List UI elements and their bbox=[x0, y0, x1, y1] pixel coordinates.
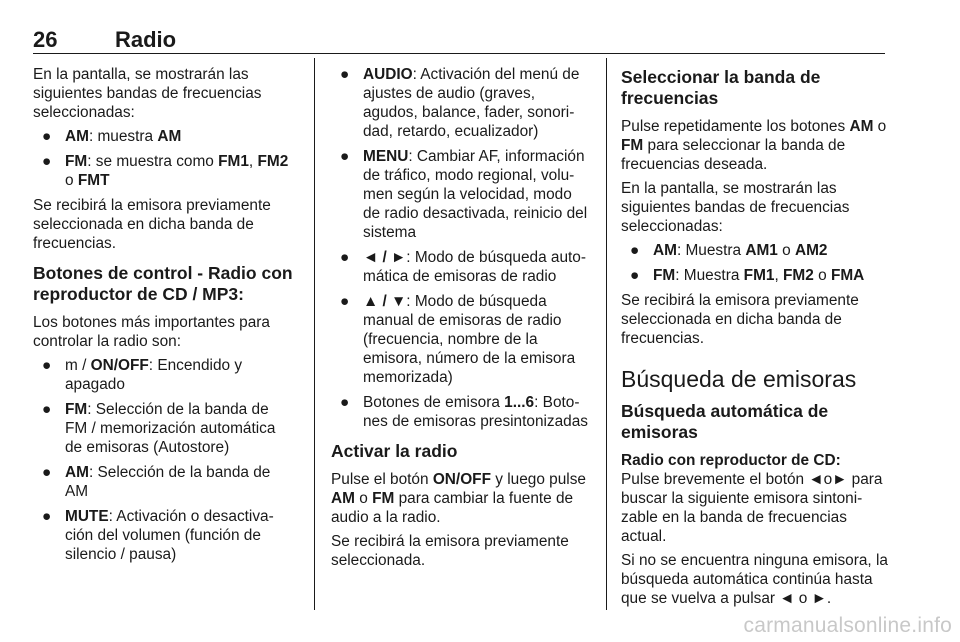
bullet-icon: ● bbox=[340, 66, 350, 83]
bullet-icon: ● bbox=[42, 153, 52, 170]
list-item: ● AUDIO: Activación del menú de ajustes de audio (graves, agudos, balance, fader, sonori-dad, retardo, ecualizador) bbox=[340, 66, 580, 140]
column-divider bbox=[606, 58, 607, 610]
bullet-icon: ● bbox=[42, 464, 52, 481]
paragraph: Pulse repetidamente los botones AM o FM para seleccionar la banda de frecuencias deseada. bbox=[621, 118, 887, 173]
watermark: carmanualsonline.info bbox=[743, 614, 952, 637]
left-right-arrows-icon: ◄ / ► bbox=[363, 249, 407, 266]
section-heading: Búsqueda automática de emisoras bbox=[621, 401, 829, 442]
power-icon: m bbox=[65, 357, 78, 374]
page-header bbox=[33, 27, 885, 54]
page-title: Radio bbox=[115, 27, 177, 52]
list-item: ● MUTE: Activación o desactiva-ción del volumen (función de silencio / pausa) bbox=[42, 508, 274, 563]
bullet-icon: ● bbox=[630, 267, 640, 284]
paragraph: Se recibirá la emisora previamente seleccionada en dicha banda de frecuencias. bbox=[621, 292, 859, 347]
paragraph: En la pantalla, se mostrarán las siguientes bandas de frecuencias seleccionadas: bbox=[33, 66, 262, 121]
bullet-icon: ● bbox=[340, 148, 350, 165]
paragraph: Pulse brevemente el botón ◄o► para buscar la siguiente emisora sintoni-zable en la banda de frecuencias actual. bbox=[621, 471, 883, 545]
list-item: ● FM: se muestra como FM1, FM2 o FMT bbox=[42, 153, 289, 189]
paragraph: Los botones más importantes para controlar la radio son: bbox=[33, 314, 270, 350]
paragraph: Si no se encuentra ninguna emisora, la búsqueda automática continúa hasta que se vuelva a pulsar ◄ o ►. bbox=[621, 552, 888, 607]
page-number: 26 bbox=[33, 27, 58, 52]
bullet-icon: ● bbox=[340, 249, 350, 266]
section-heading: Botones de control - Radio con reproductor de CD / MP3: bbox=[33, 263, 293, 304]
list-item: ● AM: Selección de la banda de AM bbox=[42, 464, 271, 500]
list-item: ● Botones de emisora 1...6: Boto-nes de emisoras presintonizadas bbox=[340, 394, 588, 430]
column-1 bbox=[33, 65, 295, 570]
paragraph: Pulse el botón ON/OFF y luego pulse AM o FM para cambiar la fuente de audio a la radio. bbox=[331, 471, 586, 526]
subsection-heading: Radio con reproductor de CD: bbox=[621, 452, 841, 469]
bullet-icon: ● bbox=[340, 394, 350, 411]
list-item: ● AM: muestra AM bbox=[42, 128, 182, 145]
bullet-icon: ● bbox=[630, 242, 640, 259]
bullet-icon: ● bbox=[42, 128, 52, 145]
list-item: ● ▲ / ▼: Modo de búsqueda manual de emisoras de radio (frecuencia, nombre de la emisora, número de la emisora memorizada) bbox=[340, 293, 576, 386]
column-2 bbox=[331, 65, 593, 575]
list-item: ● m / ON/OFF: Encendido y apagado bbox=[42, 357, 243, 393]
paragraph: Se recibirá la emisora previamente seleccionada en dicha banda de frecuencias. bbox=[33, 197, 271, 252]
bullet-icon: ● bbox=[42, 401, 52, 418]
list-item: ● MENU: Cambiar AF, información de tráfico, modo regional, volu-men según la velocidad, modo de radio desactivada, reinicio del sistema bbox=[340, 148, 588, 241]
bullet-icon: ● bbox=[42, 508, 52, 525]
column-divider bbox=[314, 58, 315, 610]
list-item: ● FM: Selección de la banda de FM / memorización automática de emisoras (Autostore) bbox=[42, 401, 276, 456]
list-item: ● FM: Muestra FM1, FM2 o FMA bbox=[630, 267, 865, 284]
list-item: ● AM: Muestra AM1 o AM2 bbox=[630, 242, 828, 259]
list-item: ● ◄ / ►: Modo de búsqueda auto-mática de emisoras de radio bbox=[340, 249, 586, 285]
column-3 bbox=[621, 65, 889, 613]
section-heading: Activar la radio bbox=[331, 441, 458, 461]
bullet-icon: ● bbox=[340, 293, 350, 310]
paragraph: En la pantalla, se mostrarán las siguientes bandas de frecuencias seleccionadas: bbox=[621, 180, 850, 235]
section-heading: Seleccionar la banda de frecuencias bbox=[621, 67, 821, 108]
chapter-heading: Búsqueda de emisoras bbox=[621, 366, 857, 392]
bullet-icon: ● bbox=[42, 357, 52, 374]
paragraph: Se recibirá la emisora previamente seleccionada. bbox=[331, 533, 569, 569]
up-down-arrows-icon: ▲ / ▼ bbox=[363, 293, 407, 310]
